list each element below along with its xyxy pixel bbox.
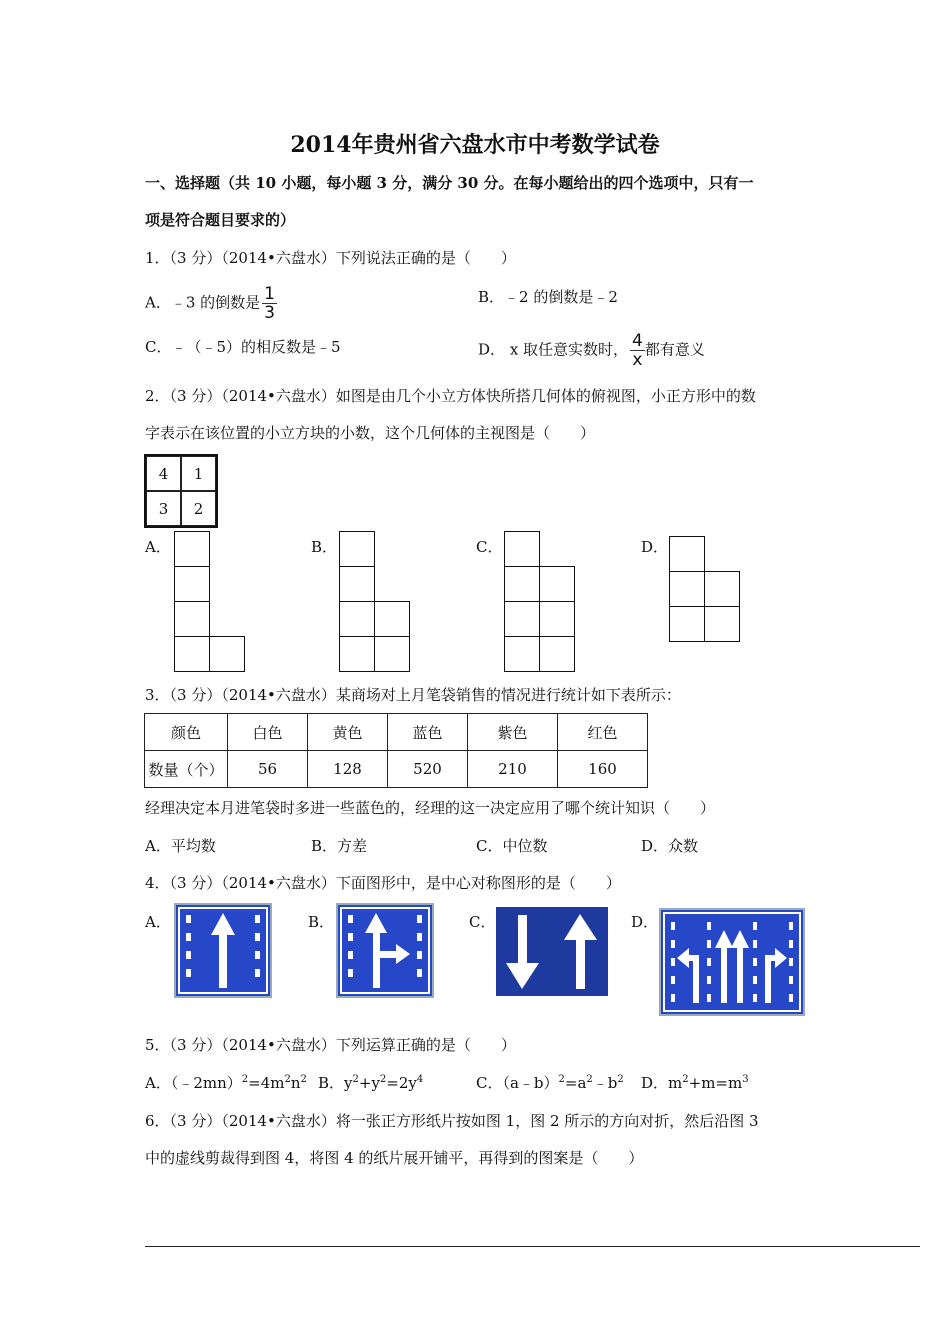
q5-a-text3: n	[290, 1074, 301, 1092]
q5-option-c	[476, 1073, 624, 1093]
q1-option-a	[145, 285, 277, 322]
q4-option-a-label: A．	[145, 913, 171, 931]
q5-d-exp: 2	[682, 1074, 689, 1085]
cube-square	[339, 531, 375, 567]
grid-cell: 1	[181, 456, 216, 491]
table-cell: 160	[558, 751, 648, 788]
table-row	[145, 751, 648, 788]
section-heading-line2: 项是符合题目要求的）	[145, 211, 296, 229]
q2-option-d-label: D．	[641, 538, 669, 556]
q1-option-a-fraction	[262, 285, 277, 322]
q1-option-c: C．﹣（﹣5）的相反数是﹣5	[145, 338, 341, 356]
q1-option-a-text: A．﹣3 的倒数是	[145, 293, 261, 312]
q4-option-b-label: B．	[308, 913, 335, 931]
table-cell: 数量（个）	[145, 751, 228, 788]
cube-square	[339, 566, 375, 602]
q5-b-text2: +y	[358, 1074, 380, 1092]
q2-stem-line2: 字表示在该位置的小立方块的小数，这个几何体的主视图是（ ）	[145, 424, 596, 442]
q5-stem: 5．（3 分）（2014•六盘水）下列运算正确的是（ ）	[145, 1036, 516, 1054]
table-header-cell: 颜色	[145, 714, 228, 751]
q3-question: 经理决定本月进笔袋时多进一些蓝色的，经理的这一决定应用了哪个统计知识（ ）	[145, 799, 716, 817]
q5-c-text3: ﹣b	[592, 1074, 618, 1092]
page-title: 2014年贵州省六盘水市中考数学试卷	[290, 132, 660, 158]
cube-square	[504, 566, 540, 602]
q3-stem: 3．（3 分）（2014•六盘水）某商场对上月笔袋销售的情况进行统计如下表所示：	[145, 686, 681, 704]
q5-a-exp: 2	[241, 1074, 249, 1085]
cube-square	[339, 601, 375, 637]
q1-option-d-post: 都有意义	[644, 340, 705, 359]
q3-option-d: D．众数	[641, 837, 699, 855]
q2-option-a-label: A．	[145, 538, 171, 556]
cube-square	[209, 636, 245, 672]
cube-square	[539, 566, 575, 602]
q5-c-text2: =a	[564, 1074, 587, 1092]
section-heading-line1: 一、选择题（共 10 小题，每小题 3 分，满分 30 分。在每小题给出的四个选项中，只有一	[145, 174, 754, 192]
cube-square	[174, 601, 210, 637]
cube-square	[174, 566, 210, 602]
q5-option-d	[641, 1073, 749, 1093]
traffic-sign-multi-lane	[659, 908, 805, 1016]
sales-table	[144, 713, 648, 788]
q4-stem: 4．（3 分）（2014•六盘水）下面图形中，是中心对称图形的是（ ）	[145, 874, 621, 892]
q5-a-text2: =4m	[248, 1074, 285, 1092]
table-cell: 520	[388, 751, 468, 788]
q5-option-a	[145, 1073, 307, 1093]
table-header-cell: 蓝色	[388, 714, 468, 751]
q1-option-d-label: D．	[478, 340, 506, 359]
grid-cell: 2	[181, 491, 216, 526]
q1-option-d	[478, 332, 705, 369]
cube-square	[539, 636, 575, 672]
cube-square	[504, 601, 540, 637]
table-cell: 210	[468, 751, 558, 788]
q3-option-b: B．方差	[311, 837, 368, 855]
q5-b-text3: =2y	[386, 1074, 417, 1092]
q5-d-text: D．m	[641, 1074, 683, 1092]
q5-d-text2: +m=m	[688, 1074, 743, 1092]
q1-a-denominator: 3	[264, 303, 275, 323]
traffic-sign-straight-right	[336, 903, 434, 998]
q5-c-exp2: 2	[586, 1074, 593, 1085]
table-header-cell: 紫色	[468, 714, 558, 751]
q2-option-c-label: C．	[476, 538, 503, 556]
q5-a-text: A．（﹣2mn）	[145, 1074, 242, 1092]
cube-square	[539, 601, 575, 637]
cube-square	[704, 606, 740, 642]
q3-option-a: A．平均数	[145, 837, 216, 855]
q1-d-numerator: 4	[632, 331, 643, 351]
q3-option-c: C．中位数	[476, 837, 548, 855]
q5-a-exp2: 2	[284, 1074, 291, 1085]
q5-b-exp: 2	[352, 1074, 359, 1085]
cube-square	[339, 636, 375, 672]
cube-square	[669, 536, 705, 572]
traffic-sign-straight	[174, 903, 272, 998]
q5-b-exp2: 2	[379, 1074, 387, 1085]
q5-option-b	[318, 1073, 423, 1093]
q4-option-d-label: D．	[631, 913, 659, 931]
cube-square	[174, 531, 210, 567]
cube-square	[374, 636, 410, 672]
q5-c-exp: 2	[558, 1074, 565, 1085]
traffic-sign-down-up	[496, 907, 608, 996]
footer-divider	[145, 1246, 920, 1247]
q1-stem: 1．（3 分）（2014•六盘水）下列说法正确的是（ ）	[145, 249, 516, 267]
q1-option-b: B．﹣2 的倒数是﹣2	[478, 288, 618, 306]
table-cell: 56	[228, 751, 308, 788]
q6-stem-line1: 6．（3 分）（2014•六盘水）将一张正方形纸片按如图 1，图 2 所示的方向对折，然后沿图 3	[145, 1112, 759, 1130]
cube-square	[374, 601, 410, 637]
cube-square	[704, 571, 740, 607]
q1-a-numerator: 1	[264, 284, 275, 304]
table-header-row	[145, 714, 648, 751]
cube-square	[669, 606, 705, 642]
cube-square	[504, 636, 540, 672]
cube-square	[504, 531, 540, 567]
q1-d-denominator: x	[632, 350, 643, 370]
q5-d-exp2: 3	[742, 1074, 749, 1085]
table-header-cell: 黄色	[308, 714, 388, 751]
q5-b-text: B．y	[318, 1074, 353, 1092]
q1-option-d-fraction	[630, 332, 645, 369]
table-header-cell: 红色	[558, 714, 648, 751]
table-cell: 128	[308, 751, 388, 788]
q2-option-b-label: B．	[311, 538, 338, 556]
q6-stem-line2: 中的虚线剪裁得到图 4，将图 4 的纸片展开铺平，再得到的图案是（ ）	[145, 1149, 644, 1167]
q5-c-text: C．（a﹣b）	[476, 1074, 559, 1092]
table-header-cell: 白色	[228, 714, 308, 751]
q4-option-c-label: C．	[469, 913, 496, 931]
q2-stem-line1: 2．（3 分）（2014•六盘水）如图是由几个小立方体快所搭几何体的俯视图，小正方形中的数	[145, 387, 756, 405]
top-view-grid	[144, 454, 218, 528]
grid-cell: 3	[146, 491, 181, 526]
cube-square	[669, 571, 705, 607]
grid-cell: 4	[146, 456, 181, 491]
q5-a-exp3: 2	[300, 1074, 307, 1085]
q5-b-exp3: 4	[416, 1074, 424, 1085]
q5-c-exp3: 2	[617, 1074, 624, 1085]
q1-option-d-pre: x 取任意实数时，	[509, 340, 629, 359]
cube-square	[174, 636, 210, 672]
